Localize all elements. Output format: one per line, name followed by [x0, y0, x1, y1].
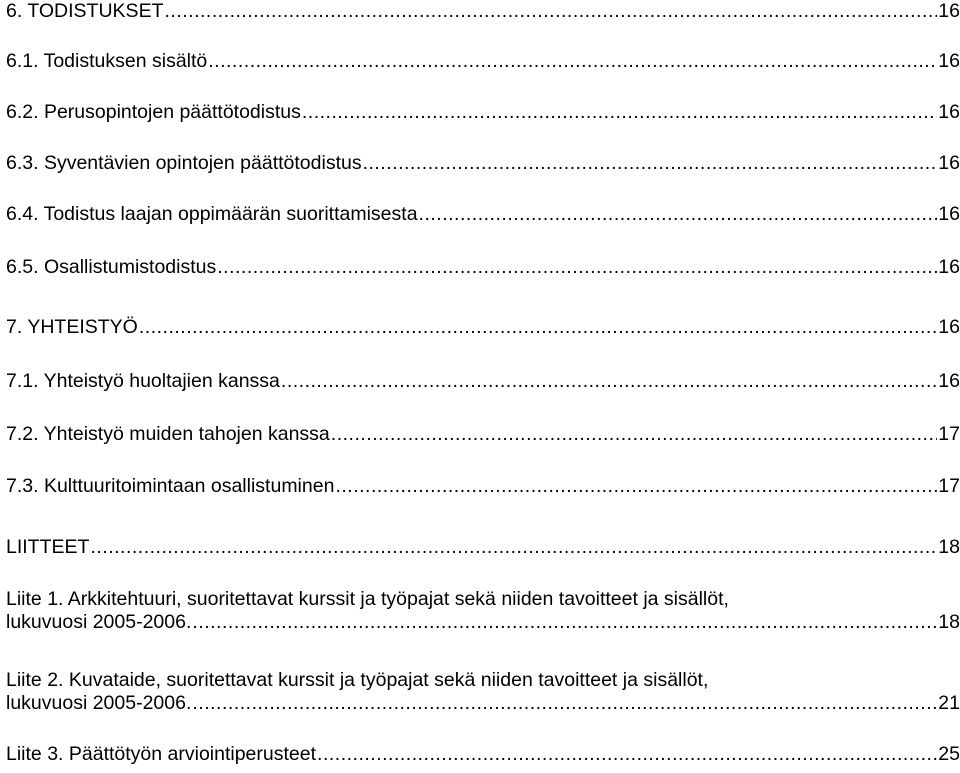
toc-entry-page: 16: [938, 50, 960, 72]
dot-leader: [335, 475, 937, 498]
toc-entry-title: 6.5. Osallistumistodistus: [6, 256, 217, 278]
toc-entry-7-2[interactable]: [6, 423, 960, 446]
toc-entry-title: lukuvuosi 2005-2006.: [6, 611, 192, 633]
toc-entry-title: 6.3. Syventävien opintojen päättötodistus: [6, 152, 362, 174]
toc-entry-title: lukuvuosi 2005-2006.: [6, 692, 192, 714]
dot-leader: [165, 0, 938, 23]
dot-leader: [331, 423, 938, 446]
toc-entry-6[interactable]: [6, 0, 960, 23]
dot-leader: [208, 50, 937, 73]
toc-entry-6-4[interactable]: [6, 203, 960, 226]
toc-entry-title: 6. TODISTUKSET: [6, 0, 164, 22]
toc-entry-page: 16: [938, 316, 960, 338]
toc-entry-page: 16: [938, 0, 960, 22]
toc-entry-title-line1: Liite 2. Kuvataide, suoritettavat kurssit ja työpajat sekä niiden tavoitteet ja sisällöt,: [6, 669, 709, 691]
toc-entry-6-1[interactable]: [6, 50, 960, 73]
toc-entry-liitteet[interactable]: [6, 536, 960, 559]
toc-entry-page: 16: [938, 152, 960, 174]
toc-entry-7-1[interactable]: [6, 370, 960, 393]
toc-entry-title: 6.1. Todistuksen sisältö: [6, 50, 208, 72]
toc-entry-page: 21: [938, 692, 960, 714]
toc-entry-page: 25: [938, 743, 960, 765]
toc-entry-6-5[interactable]: [6, 256, 960, 279]
toc-entry-page: 18: [938, 611, 960, 633]
dot-leader: [419, 203, 938, 226]
toc-entry-6-2[interactable]: [6, 101, 960, 124]
dot-leader: [217, 256, 937, 279]
dot-leader: [139, 316, 937, 339]
toc-entry-title: 6.4. Todistus laajan oppimäärän suorittamisesta: [6, 203, 418, 225]
toc-entry-page: 16: [938, 256, 960, 278]
toc-entry-title: 7.1. Yhteistyö huoltajien kanssa: [6, 370, 280, 392]
dot-leader: [281, 370, 937, 393]
toc-entry-page: 16: [938, 203, 960, 225]
toc-entry-title: 6.2. Perusopintojen päättötodistus: [6, 101, 301, 123]
toc-entry-page: 18: [938, 536, 960, 558]
toc-entry-page: 17: [938, 423, 960, 445]
toc-entry-title: 7.2. Yhteistyö muiden tahojen kanssa: [6, 423, 330, 445]
dot-leader: [363, 152, 938, 175]
toc-entry-liite-1[interactable]: [6, 588, 960, 634]
toc-entry-title: Liite 3. Päättötyön arviointiperusteet: [6, 743, 317, 765]
toc-entry-6-3[interactable]: [6, 152, 960, 175]
dot-leader: [192, 611, 937, 634]
toc-entry-title: 7.3. Kulttuuritoimintaan osallistuminen: [6, 475, 335, 497]
toc-entry-page: 16: [938, 370, 960, 392]
toc-entry-page: 16: [938, 101, 960, 123]
toc-entry-page: 17: [938, 475, 960, 497]
toc-entry-7-3[interactable]: [6, 475, 960, 498]
dot-leader: [317, 743, 937, 766]
dot-leader: [192, 692, 937, 715]
toc-entry-liite-3[interactable]: [6, 743, 960, 766]
toc-entry-title: LIITTEET: [6, 536, 90, 558]
toc-entry-7[interactable]: [6, 316, 960, 339]
dot-leader: [90, 536, 937, 559]
dot-leader: [302, 101, 937, 124]
toc-entry-title: 7. YHTEISTYÖ: [6, 316, 138, 338]
toc-entry-title-line1: Liite 1. Arkkitehtuuri, suoritettavat kurssit ja työpajat sekä niiden tavoitteet ja sisällöt,: [6, 588, 729, 610]
toc-entry-liite-2[interactable]: [6, 669, 960, 715]
